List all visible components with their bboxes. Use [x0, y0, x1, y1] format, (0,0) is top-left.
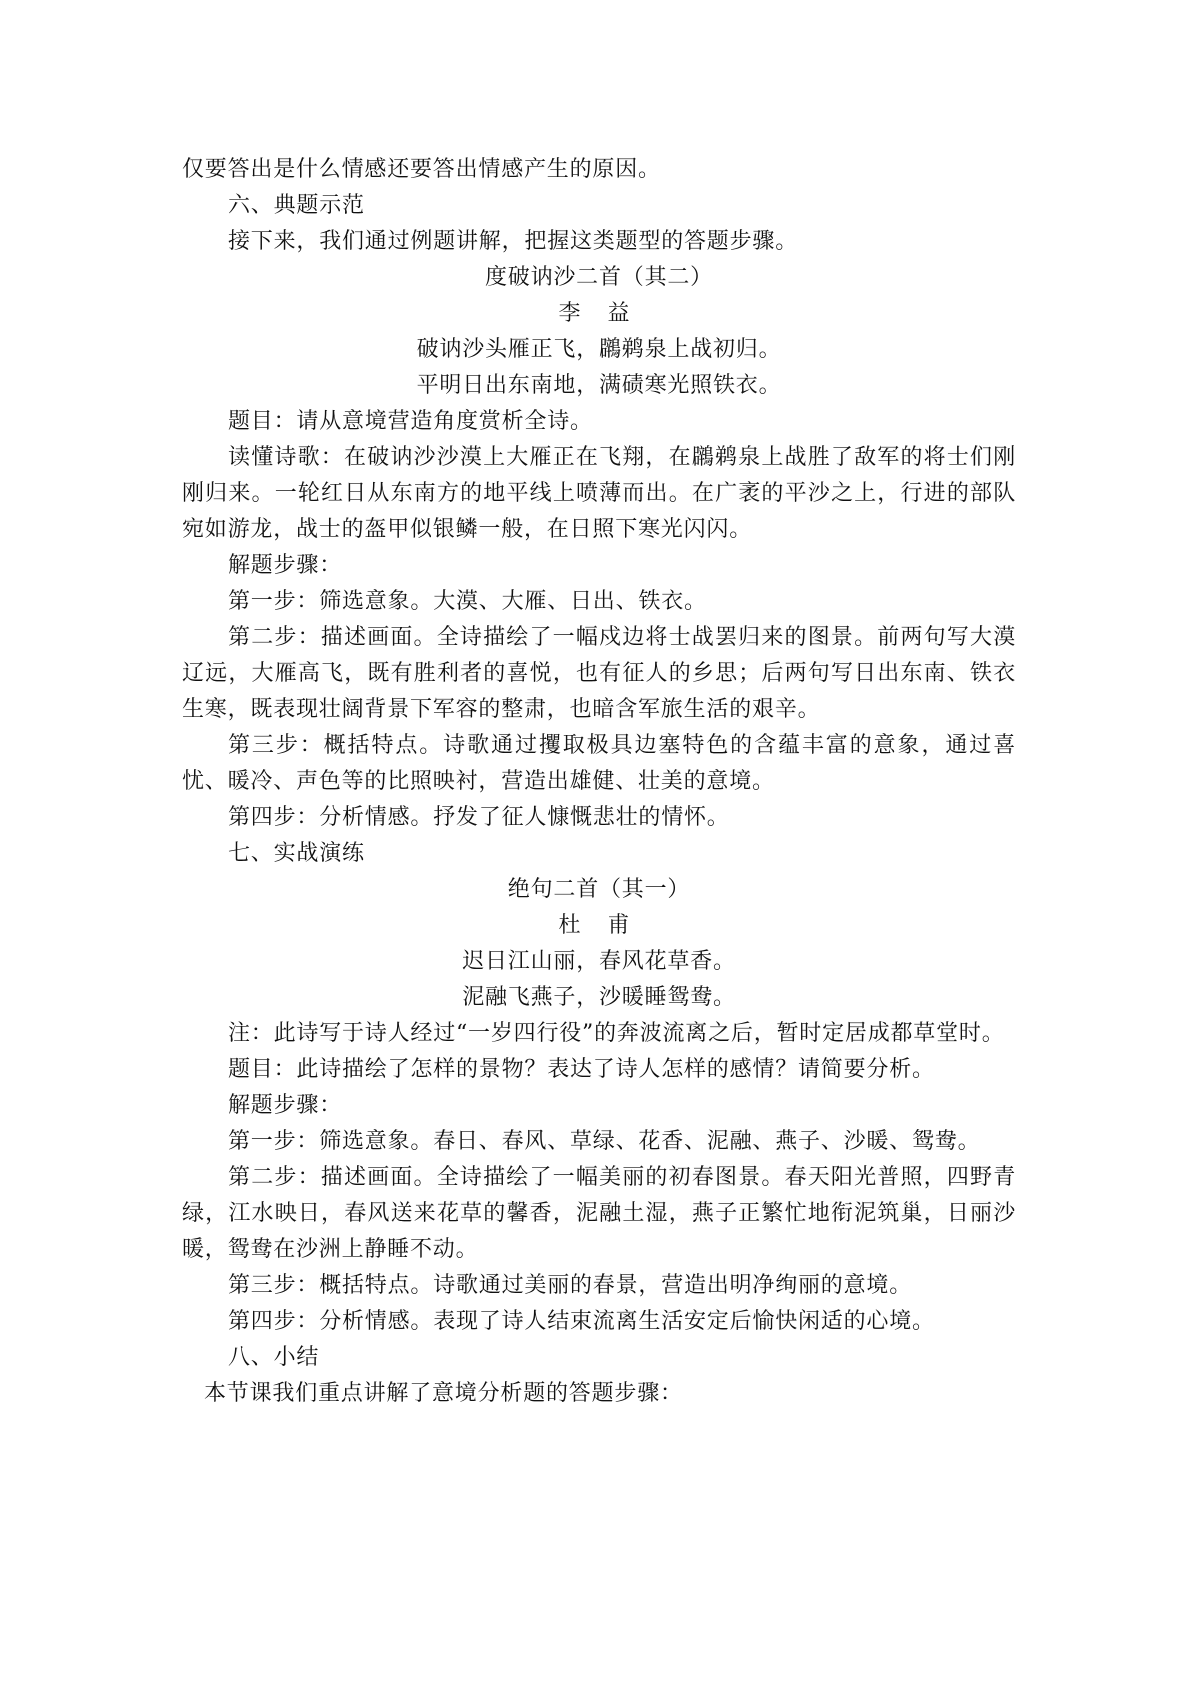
document-body	[182, 152, 1016, 1412]
section6-lead: 接下来，我们通过例题讲解，把握这类题型的答题步骤。	[228, 229, 799, 254]
section6-reading: 读懂诗歌：在破讷沙沙漠上大雁正在飞翔，在鸊鹈泉上战胜了敌军的将士们刚刚归来。一轮红日从东南方的地平线上喷薄而出。在广袤的平沙之上，行进的部队宛如游龙，战士的盔甲似银鳞一般，在日照下寒光闪闪。	[182, 445, 1016, 542]
poem2-title: 绝句二首（其一）	[507, 877, 691, 902]
section8-heading: 八、小结	[228, 1345, 320, 1370]
section7-steps-label: 解题步骤：	[228, 1093, 343, 1118]
section7-step-4: 第四步：分析情感。表现了诗人结束流离生活安定后愉快闲适的心境。	[228, 1309, 935, 1334]
section6-step-3: 第三步：概括特点。诗歌通过攫取极具边塞特色的含蕴丰富的意象，通过喜忧、暖冷、声色等的比照映衬，营造出雄健、壮美的意境。	[182, 733, 1016, 794]
poem1-line-1: 破讷沙头雁正飞，鸊鹈泉上战初归。	[416, 337, 782, 362]
section6-question: 题目：请从意境营造角度赏析全诗。	[228, 409, 593, 434]
poem1-title: 度破讷沙二首（其二）	[484, 265, 713, 290]
section7-step-1: 第一步：筛选意象。春日、春风、草绿、花香、泥融、燕子、沙暖、鸳鸯。	[228, 1129, 981, 1154]
poem2-author: 杜 甫	[558, 913, 640, 938]
section7-heading: 七、实战演练	[228, 841, 365, 866]
poem2-line-2: 泥融飞燕子，沙暖睡鸳鸯。	[462, 985, 736, 1010]
section6-steps-label: 解题步骤：	[228, 553, 343, 578]
section7-step-2: 第二步：描述画面。全诗描绘了一幅美丽的初春图景。春天阳光普照，四野青绿，江水映日，春风送来花草的馨香，泥融土湿，燕子正繁忙地衔泥筑巢，日丽沙暖，鸳鸯在沙洲上静睡不动。	[182, 1165, 1016, 1262]
section6-step-1: 第一步：筛选意象。大漠、大雁、日出、铁衣。	[228, 589, 707, 614]
poem1-line-2: 平明日出东南地，满碛寒光照铁衣。	[416, 373, 782, 398]
section7-step-3: 第三步：概括特点。诗歌通过美丽的春景，营造出明净绚丽的意境。	[228, 1273, 913, 1298]
poem1-author: 李 益	[558, 301, 640, 326]
section8-text: 本节课我们重点讲解了意境分析题的答题步骤：	[204, 1381, 683, 1406]
section6-heading: 六、典题示范	[228, 193, 365, 218]
section6-step-2: 第二步：描述画面。全诗描绘了一幅戍边将士战罢归来的图景。前两句写大漠辽远，大雁高飞，既有胜利者的喜悦，也有征人的乡思；后两句写日出东南、铁衣生寒，既表现壮阔背景下军容的整肃，也暗含军旅生活的艰辛。	[182, 625, 1016, 722]
intro-tail: 仅要答出是什么情感还要答出情感产生的原因。	[182, 157, 661, 182]
poem2-line-1: 迟日江山丽，春风花草香。	[462, 949, 736, 974]
section7-question: 题目：此诗描绘了怎样的景物？表达了诗人怎样的感情？请简要分析。	[228, 1057, 935, 1082]
section7-note: 注：此诗写于诗人经过“一岁四行役”的奔波流离之后，暂时定居成都草堂时。	[228, 1021, 1005, 1046]
section6-step-4: 第四步：分析情感。抒发了征人慷慨悲壮的情怀。	[228, 805, 730, 830]
